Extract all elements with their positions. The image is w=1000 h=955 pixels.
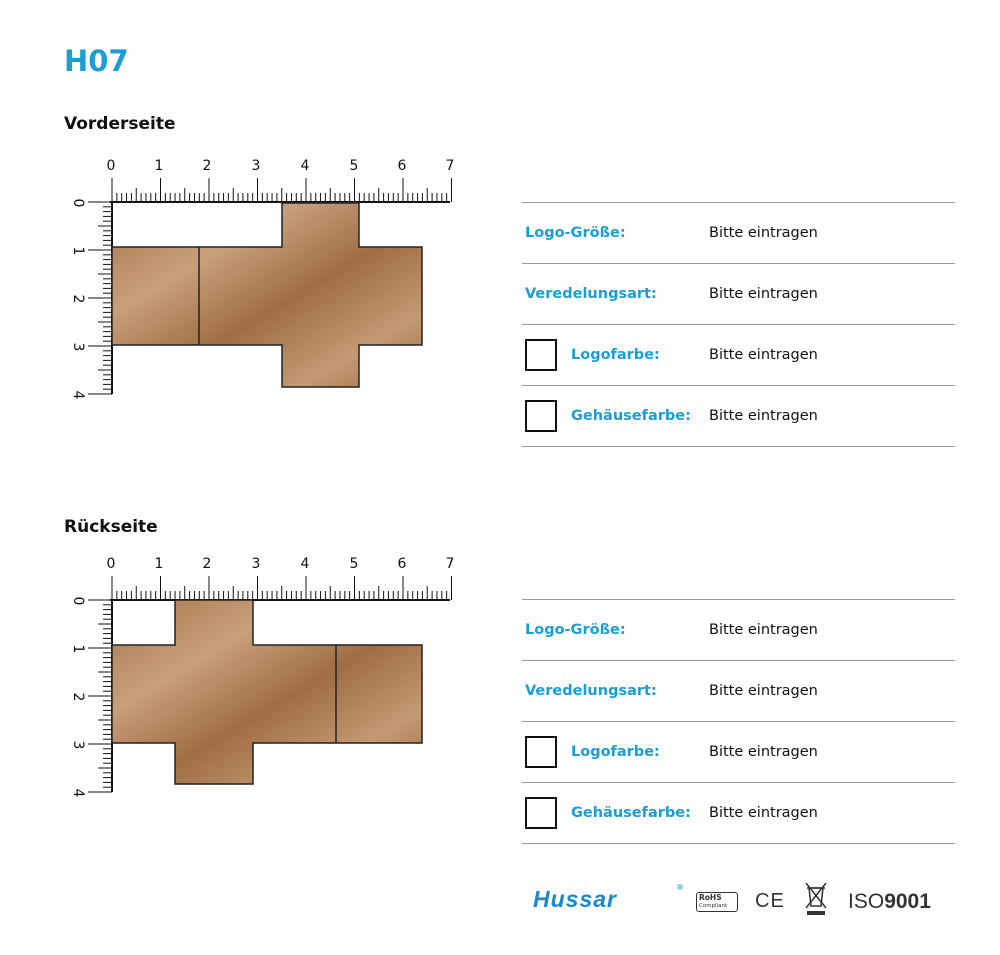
- back-v-label-2: 2: [70, 692, 86, 702]
- front-heading: Vorderseite: [64, 114, 176, 134]
- iso-9001-mark: [848, 890, 931, 914]
- back-v-ticks: [88, 600, 112, 792]
- front-logo-color-checkbox[interactable]: [525, 339, 557, 371]
- front-h-label-0: 0: [106, 158, 116, 174]
- back-v-label-3: 3: [70, 740, 86, 750]
- front-v-label-3: 3: [70, 342, 86, 352]
- front-h-label-3: 3: [251, 158, 261, 174]
- back-h-ticks: [112, 576, 452, 600]
- iso-number: 9001: [884, 890, 931, 913]
- back-h-label-5: 5: [349, 556, 359, 572]
- back-logo-color-label: Logofarbe:: [571, 744, 660, 760]
- front-ruler-svg: [60, 150, 480, 410]
- front-row-logo-color: [522, 325, 955, 386]
- rohs-text: RoHS: [699, 893, 722, 902]
- weee-bin-icon: [803, 880, 829, 916]
- front-diagram: [60, 150, 480, 410]
- back-row-case-color: [522, 783, 955, 844]
- back-logo-color-value[interactable]: Bitte eintragen: [709, 744, 818, 760]
- front-h-label-5: 5: [349, 158, 359, 174]
- iso-prefix: ISO: [848, 890, 885, 913]
- front-h-label-7: 7: [445, 158, 455, 174]
- front-h-label-2: 2: [202, 158, 212, 174]
- back-finishing-value[interactable]: Bitte eintragen: [709, 683, 818, 699]
- back-v-label-4: 4: [70, 788, 86, 798]
- front-case-shape: [112, 203, 422, 387]
- back-v-label-1: 1: [70, 644, 86, 654]
- back-h-label-6: 6: [397, 556, 407, 572]
- back-finishing-label: Veredelungsart:: [525, 683, 657, 699]
- front-logo-size-label: Logo-Größe:: [525, 225, 626, 241]
- rohs-sub-text: Compliant: [699, 903, 728, 909]
- front-h-label-1: 1: [154, 158, 164, 174]
- brand-logo: Hussar: [533, 886, 617, 912]
- front-h-ticks: [112, 178, 452, 202]
- page-title: H07: [64, 44, 129, 78]
- front-v-label-2: 2: [70, 294, 86, 304]
- back-diagram: [60, 548, 480, 808]
- back-logo-color-checkbox[interactable]: [525, 736, 557, 768]
- back-h-label-1: 1: [154, 556, 164, 572]
- front-v-label-0: 0: [70, 198, 86, 208]
- back-case-shape: [112, 600, 422, 784]
- back-logo-size-value[interactable]: Bitte eintragen: [709, 622, 818, 638]
- back-ruler-svg: [60, 548, 480, 808]
- back-logo-size-label: Logo-Größe:: [525, 622, 626, 638]
- back-h-label-7: 7: [445, 556, 455, 572]
- front-h-label-4: 4: [300, 158, 310, 174]
- front-logo-color-label: Logofarbe:: [571, 347, 660, 363]
- back-row-logo-color: [522, 722, 955, 783]
- front-case-color-value[interactable]: Bitte eintragen: [709, 408, 818, 424]
- front-case-color-label: Gehäusefarbe:: [571, 408, 691, 424]
- back-heading: Rückseite: [64, 517, 158, 537]
- front-row-finishing: [522, 264, 955, 325]
- back-h-label-2: 2: [202, 556, 212, 572]
- back-row-finishing: [522, 661, 955, 722]
- front-h-label-6: 6: [397, 158, 407, 174]
- front-v-label-4: 4: [70, 390, 86, 400]
- certification-logos: [533, 878, 953, 922]
- registered-mark: ®: [676, 883, 684, 892]
- rohs-badge: [696, 892, 738, 912]
- back-case-color-label: Gehäusefarbe:: [571, 805, 691, 821]
- front-case-color-checkbox[interactable]: [525, 400, 557, 432]
- back-h-label-4: 4: [300, 556, 310, 572]
- back-case-color-checkbox[interactable]: [525, 797, 557, 829]
- back-row-logo-size: [522, 600, 955, 661]
- front-v-ticks: [88, 202, 112, 394]
- front-form: [522, 202, 955, 447]
- front-finishing-value[interactable]: Bitte eintragen: [709, 286, 818, 302]
- front-v-label-1: 1: [70, 246, 86, 256]
- front-row-logo-size: [522, 203, 955, 264]
- back-form: [522, 599, 955, 844]
- front-finishing-label: Veredelungsart:: [525, 286, 657, 302]
- back-v-label-0: 0: [70, 596, 86, 606]
- front-logo-color-value[interactable]: Bitte eintragen: [709, 347, 818, 363]
- front-logo-size-value[interactable]: Bitte eintragen: [709, 225, 818, 241]
- back-h-label-3: 3: [251, 556, 261, 572]
- back-h-label-0: 0: [106, 556, 116, 572]
- ce-mark: CE: [755, 890, 785, 912]
- back-case-color-value[interactable]: Bitte eintragen: [709, 805, 818, 821]
- front-row-case-color: [522, 386, 955, 447]
